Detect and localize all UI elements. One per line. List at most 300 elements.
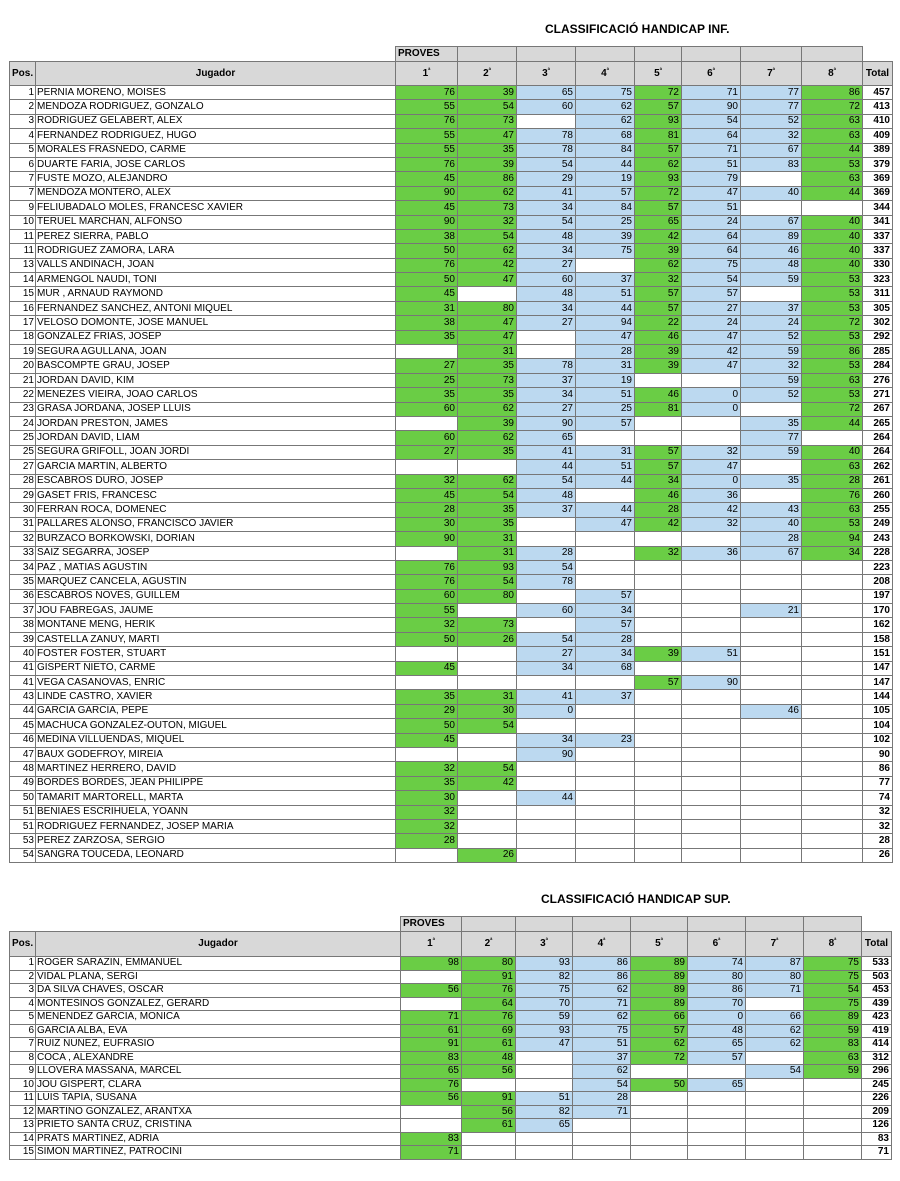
row-total: 162: [863, 618, 893, 632]
row-position: 28: [10, 474, 36, 488]
row-score-round-8: [802, 690, 863, 704]
row-score-round-1: [396, 345, 458, 359]
row-score-round-5: 32: [635, 273, 682, 287]
row-score-round-6: 24: [682, 316, 741, 330]
row-score-round-3: 48: [517, 287, 576, 301]
row-score-round-7: 67: [741, 546, 802, 560]
row-score-round-1: 30: [396, 517, 458, 531]
row-score-round-8: [802, 661, 863, 675]
row-score-round-1: 50: [396, 632, 458, 646]
row-score-round-1: 56: [401, 1092, 462, 1106]
row-position: 36: [10, 589, 36, 603]
row-player-name: FERNANDEZ SANCHEZ, ANTONI MIQUEL: [36, 301, 396, 315]
table-row: [10, 373, 893, 387]
row-score-round-4: [576, 431, 635, 445]
row-total: 126: [862, 1119, 892, 1133]
row-total: 243: [863, 532, 893, 546]
table-row: [10, 215, 893, 229]
row-position: 32: [10, 532, 36, 546]
row-player-name: ROGER SARAZIN, EMMANUEL: [36, 957, 401, 971]
row-player-name: TERUEL MARCHAN, ALFONSO: [36, 215, 396, 229]
table-row: [10, 848, 893, 862]
row-score-round-7: [746, 1105, 804, 1119]
row-score-round-2: 47: [458, 273, 517, 287]
row-score-round-6: 70: [688, 997, 746, 1011]
row-score-round-5: [635, 589, 682, 603]
row-score-round-2: [458, 661, 517, 675]
row-score-round-1: 45: [396, 488, 458, 502]
row-score-round-2: 80: [458, 589, 517, 603]
row-score-round-8: 63: [802, 460, 863, 474]
row-score-round-6: 0: [682, 474, 741, 488]
row-player-name: MARTINEZ HERRERO, DAVID: [36, 762, 396, 776]
table-row: [10, 1132, 892, 1146]
row-player-name: LLOVERA MASSANA, MARCEL: [36, 1065, 401, 1079]
row-score-round-5: [635, 819, 682, 833]
row-position: 19: [10, 345, 36, 359]
proves-cell: [576, 47, 635, 62]
row-score-round-5: 57: [635, 201, 682, 215]
row-position: 41: [10, 661, 36, 675]
row-score-round-4: [576, 805, 635, 819]
row-score-round-4: 86: [573, 957, 631, 971]
row-score-round-5: [635, 747, 682, 761]
row-score-round-7: 89: [741, 229, 802, 243]
row-score-round-4: 86: [573, 970, 631, 984]
row-score-round-2: 91: [462, 970, 516, 984]
row-score-round-1: 76: [396, 157, 458, 171]
row-score-round-6: 51: [682, 201, 741, 215]
table-row: [10, 114, 893, 128]
row-position: 7: [10, 1038, 36, 1052]
row-score-round-3: [517, 114, 576, 128]
row-player-name: ARMENGOL NAUDI, TONI: [36, 273, 396, 287]
row-score-round-3: 60: [517, 273, 576, 287]
row-score-round-7: 67: [741, 143, 802, 157]
row-score-round-1: [401, 970, 462, 984]
proves-cell: [741, 47, 802, 62]
row-score-round-8: 53: [802, 273, 863, 287]
row-player-name: RUIZ NUÑEZ, EUFRASIO: [36, 1038, 401, 1052]
row-score-round-5: 57: [635, 301, 682, 315]
table-row: [10, 575, 893, 589]
row-score-round-5: 57: [631, 1024, 688, 1038]
row-score-round-8: 75: [804, 970, 862, 984]
table-row: [10, 676, 893, 690]
row-score-round-3: 93: [516, 957, 573, 971]
row-score-round-7: 43: [741, 503, 802, 517]
row-score-round-6: [682, 604, 741, 618]
row-score-round-3: 47: [516, 1038, 573, 1052]
row-total: 262: [863, 460, 893, 474]
row-score-round-1: [401, 997, 462, 1011]
table-row: [10, 273, 893, 287]
row-score-round-8: 63: [802, 172, 863, 186]
row-total: 90: [863, 747, 893, 761]
row-score-round-8: 86: [802, 345, 863, 359]
row-score-round-7: 71: [746, 984, 804, 998]
row-score-round-1: 28: [396, 834, 458, 848]
row-score-round-2: [458, 287, 517, 301]
row-score-round-1: [396, 747, 458, 761]
row-score-round-8: [804, 1119, 862, 1133]
row-score-round-6: 75: [682, 258, 741, 272]
row-total: 423: [862, 1011, 892, 1025]
row-score-round-7: [741, 618, 802, 632]
row-score-round-8: 94: [802, 532, 863, 546]
row-total: 312: [862, 1051, 892, 1065]
row-score-round-3: 34: [517, 301, 576, 315]
row-score-round-5: [635, 618, 682, 632]
row-score-round-5: 57: [635, 445, 682, 459]
table-row: [10, 1051, 892, 1065]
row-total: 261: [863, 474, 893, 488]
row-total: 414: [862, 1038, 892, 1052]
table-row: [10, 244, 893, 258]
row-score-round-6: 79: [682, 172, 741, 186]
row-player-name: RODRIGUEZ ZAMORA, LARA: [36, 244, 396, 258]
row-score-round-1: 60: [396, 589, 458, 603]
row-score-round-4: 51: [573, 1038, 631, 1052]
row-score-round-4: [576, 791, 635, 805]
row-score-round-6: [682, 690, 741, 704]
row-player-name: JORDAN DAVID, KIM: [36, 373, 396, 387]
row-score-round-7: 67: [741, 215, 802, 229]
row-score-round-2: [458, 819, 517, 833]
row-score-round-4: 37: [576, 690, 635, 704]
proves-cell: [462, 917, 516, 932]
row-score-round-2: [458, 805, 517, 819]
row-score-round-6: 71: [682, 86, 741, 100]
row-score-round-3: 78: [517, 143, 576, 157]
row-score-round-3: [517, 532, 576, 546]
proves-label: PROVES: [396, 47, 458, 62]
row-position: 37: [10, 604, 36, 618]
row-score-round-1: 35: [396, 776, 458, 790]
row-score-round-7: [741, 747, 802, 761]
row-score-round-6: 90: [682, 676, 741, 690]
row-position: 38: [10, 618, 36, 632]
row-position: 14: [10, 273, 36, 287]
row-score-round-8: 75: [804, 997, 862, 1011]
row-score-round-2: [458, 733, 517, 747]
row-position: 30: [10, 503, 36, 517]
row-score-round-4: 47: [576, 330, 635, 344]
row-score-round-2: 56: [462, 1065, 516, 1079]
row-score-round-5: 39: [635, 647, 682, 661]
row-score-round-7: [741, 402, 802, 416]
row-score-round-6: [682, 431, 741, 445]
row-score-round-4: 68: [576, 661, 635, 675]
row-player-name: MARQUEZ CANCELA, AGUSTIN: [36, 575, 396, 589]
round-header-2: $2^ª$: [462, 932, 516, 957]
row-score-round-5: 72: [631, 1051, 688, 1065]
row-score-round-1: 31: [396, 301, 458, 315]
row-score-round-7: 21: [741, 604, 802, 618]
row-score-round-4: 28: [573, 1092, 631, 1106]
row-player-name: JOU FABREGAS, JAUME: [36, 604, 396, 618]
row-score-round-6: 57: [688, 1051, 746, 1065]
row-position: 6: [10, 157, 36, 171]
row-score-round-5: 57: [635, 100, 682, 114]
row-score-round-8: [802, 575, 863, 589]
round-header-6: $6^ª$: [688, 932, 746, 957]
row-score-round-4: 71: [573, 1105, 631, 1119]
row-score-round-5: 22: [635, 316, 682, 330]
row-score-round-6: 86: [688, 984, 746, 998]
row-score-round-1: 45: [396, 287, 458, 301]
row-score-round-4: 54: [573, 1078, 631, 1092]
row-score-round-1: 35: [396, 690, 458, 704]
row-score-round-1: 45: [396, 172, 458, 186]
row-total: 267: [863, 402, 893, 416]
row-score-round-6: [688, 1119, 746, 1133]
row-player-name: GARCIA GARCIA, PEPE: [36, 704, 396, 718]
row-score-round-6: [682, 733, 741, 747]
table-row: [10, 719, 893, 733]
row-score-round-3: 75: [516, 984, 573, 998]
row-score-round-1: 56: [401, 984, 462, 998]
row-total: 255: [863, 503, 893, 517]
row-score-round-6: [682, 589, 741, 603]
row-score-round-7: 59: [741, 445, 802, 459]
row-score-round-5: 39: [635, 244, 682, 258]
row-score-round-7: [741, 201, 802, 215]
row-score-round-7: [741, 172, 802, 186]
row-player-name: MENDOZA RODRIGUEZ, GONZALO: [36, 100, 396, 114]
row-player-name: FELIUBADALO MOLES, FRANCESC XAVIER: [36, 201, 396, 215]
row-score-round-4: 44: [576, 157, 635, 171]
row-score-round-4: 25: [576, 215, 635, 229]
row-score-round-3: 90: [517, 416, 576, 430]
row-score-round-3: 60: [517, 100, 576, 114]
row-total: 223: [863, 560, 893, 574]
row-score-round-8: [802, 618, 863, 632]
table-row: [10, 589, 893, 603]
row-score-round-6: [682, 532, 741, 546]
row-score-round-1: 50: [396, 719, 458, 733]
table-row: [10, 388, 893, 402]
row-score-round-1: 27: [396, 359, 458, 373]
row-score-round-5: [635, 690, 682, 704]
row-player-name: FUSTE MOZO, ALEJANDRO: [36, 172, 396, 186]
table-row: [10, 661, 893, 675]
row-score-round-6: [688, 1065, 746, 1079]
row-score-round-6: [682, 819, 741, 833]
row-score-round-1: 83: [401, 1132, 462, 1146]
row-score-round-8: [802, 819, 863, 833]
row-total: 457: [863, 86, 893, 100]
row-score-round-1: 29: [396, 704, 458, 718]
row-total: 147: [863, 676, 893, 690]
row-position: 13: [10, 258, 36, 272]
sup-classification-table: [9, 916, 892, 1160]
row-score-round-5: 34: [635, 474, 682, 488]
row-position: 3: [10, 984, 36, 998]
row-score-round-4: [576, 575, 635, 589]
row-position: 9: [10, 1065, 36, 1079]
proves-header-row: [10, 917, 892, 932]
row-score-round-3: 78: [517, 129, 576, 143]
row-score-round-8: 72: [802, 402, 863, 416]
row-score-round-1: 55: [396, 129, 458, 143]
row-score-round-6: 57: [682, 287, 741, 301]
row-total: 409: [863, 129, 893, 143]
row-score-round-3: 44: [517, 791, 576, 805]
row-score-round-2: 76: [462, 984, 516, 998]
row-score-round-1: 83: [401, 1051, 462, 1065]
row-position: 49: [10, 776, 36, 790]
round-header-1: $1^ª$: [401, 932, 462, 957]
row-position: 33: [10, 546, 36, 560]
row-score-round-8: [802, 676, 863, 690]
row-score-round-8: [802, 632, 863, 646]
row-score-round-6: 42: [682, 345, 741, 359]
row-score-round-6: 80: [688, 970, 746, 984]
row-score-round-3: 54: [517, 157, 576, 171]
row-score-round-1: 45: [396, 733, 458, 747]
round-header-6: $6^ª$: [682, 62, 741, 86]
table-row: [10, 431, 893, 445]
row-score-round-7: 35: [741, 474, 802, 488]
row-score-round-8: [802, 560, 863, 574]
row-total: 285: [863, 345, 893, 359]
row-player-name: PRIETO SANTA CRUZ, CRISTINA: [36, 1119, 401, 1133]
round-header-8: $8^ª$: [804, 932, 862, 957]
row-score-round-6: 74: [688, 957, 746, 971]
row-player-name: SANGRA TOUCEDA, LEONARD: [36, 848, 396, 862]
row-score-round-5: [631, 1146, 688, 1160]
row-player-name: MEDINA VILLUENDAS, MIQUEL: [36, 733, 396, 747]
row-score-round-6: 54: [682, 273, 741, 287]
row-total: 26: [863, 848, 893, 862]
row-score-round-5: [635, 575, 682, 589]
row-score-round-4: 62: [573, 984, 631, 998]
row-score-round-1: 98: [401, 957, 462, 971]
row-player-name: MACHUCA GONZALEZ-OUTON, MIGUEL: [36, 719, 396, 733]
row-score-round-8: [802, 589, 863, 603]
row-score-round-7: 59: [741, 273, 802, 287]
table-row: [10, 1105, 892, 1119]
row-score-round-8: 54: [804, 984, 862, 998]
proves-cell: [635, 47, 682, 62]
row-score-round-5: 93: [635, 114, 682, 128]
row-score-round-3: 34: [517, 661, 576, 675]
row-player-name: JOU GISPERT, CLARA: [36, 1078, 401, 1092]
row-score-round-1: 91: [401, 1038, 462, 1052]
row-score-round-2: 64: [462, 997, 516, 1011]
row-score-round-8: [802, 719, 863, 733]
row-score-round-8: 72: [802, 316, 863, 330]
row-score-round-4: [576, 488, 635, 502]
row-score-round-3: [517, 330, 576, 344]
row-score-round-5: 89: [631, 970, 688, 984]
row-score-round-1: 32: [396, 474, 458, 488]
row-score-round-2: 69: [462, 1024, 516, 1038]
row-score-round-4: [573, 1146, 631, 1160]
table-row: [10, 1011, 892, 1025]
row-score-round-6: 24: [682, 215, 741, 229]
row-position: 4: [10, 997, 36, 1011]
row-total: 369: [863, 186, 893, 200]
row-score-round-5: [635, 791, 682, 805]
row-score-round-2: 35: [458, 388, 517, 402]
row-score-round-6: 0: [682, 388, 741, 402]
row-score-round-1: 90: [396, 532, 458, 546]
row-score-round-3: 54: [517, 474, 576, 488]
row-score-round-2: 73: [458, 618, 517, 632]
row-score-round-8: 40: [802, 258, 863, 272]
row-score-round-2: 73: [458, 373, 517, 387]
row-score-round-7: [741, 690, 802, 704]
round-header-7: $7^ª$: [741, 62, 802, 86]
row-position: 3: [10, 114, 36, 128]
row-position: 6: [10, 1024, 36, 1038]
row-score-round-3: 93: [516, 1024, 573, 1038]
row-score-round-4: [576, 819, 635, 833]
row-position: 2: [10, 100, 36, 114]
row-score-round-6: 47: [682, 359, 741, 373]
row-score-round-6: [682, 618, 741, 632]
row-score-round-4: [573, 1119, 631, 1133]
row-total: 337: [863, 229, 893, 243]
row-score-round-4: 57: [576, 416, 635, 430]
row-score-round-4: [576, 532, 635, 546]
row-total: 28: [863, 834, 893, 848]
row-position: 39: [10, 632, 36, 646]
row-score-round-4: 75: [573, 1024, 631, 1038]
row-score-round-5: 65: [635, 215, 682, 229]
row-score-round-1: 55: [396, 100, 458, 114]
row-score-round-4: 51: [576, 287, 635, 301]
row-score-round-5: 62: [631, 1038, 688, 1052]
row-position: 7: [10, 186, 36, 200]
table-row: [10, 86, 893, 100]
row-score-round-7: [741, 460, 802, 474]
table-row: [10, 747, 893, 761]
row-score-round-4: 19: [576, 373, 635, 387]
row-score-round-2: 47: [458, 330, 517, 344]
row-score-round-3: 44: [517, 460, 576, 474]
row-score-round-7: [741, 819, 802, 833]
row-score-round-2: 73: [458, 201, 517, 215]
row-score-round-3: 65: [517, 431, 576, 445]
row-score-round-6: [688, 1092, 746, 1106]
row-total: 503: [862, 970, 892, 984]
row-score-round-4: 51: [576, 460, 635, 474]
row-score-round-6: [682, 373, 741, 387]
row-score-round-1: 76: [396, 114, 458, 128]
row-score-round-3: [517, 819, 576, 833]
row-score-round-1: [396, 546, 458, 560]
row-player-name: FERNANDEZ RODRIGUEZ, HUGO: [36, 129, 396, 143]
row-score-round-2: 86: [458, 172, 517, 186]
row-score-round-8: 59: [804, 1065, 862, 1079]
row-player-name: SAIZ SEGARRA, JOSEP: [36, 546, 396, 560]
row-score-round-5: [635, 848, 682, 862]
row-score-round-2: 31: [458, 546, 517, 560]
row-score-round-1: 76: [396, 575, 458, 589]
row-score-round-1: [396, 647, 458, 661]
row-score-round-7: [746, 1146, 804, 1160]
row-score-round-2: 76: [462, 1011, 516, 1025]
row-score-round-8: 59: [804, 1024, 862, 1038]
row-score-round-8: 44: [802, 416, 863, 430]
row-score-round-3: 51: [516, 1092, 573, 1106]
row-score-round-4: 75: [576, 86, 635, 100]
table-row: [10, 690, 893, 704]
row-score-round-8: 53: [802, 157, 863, 171]
